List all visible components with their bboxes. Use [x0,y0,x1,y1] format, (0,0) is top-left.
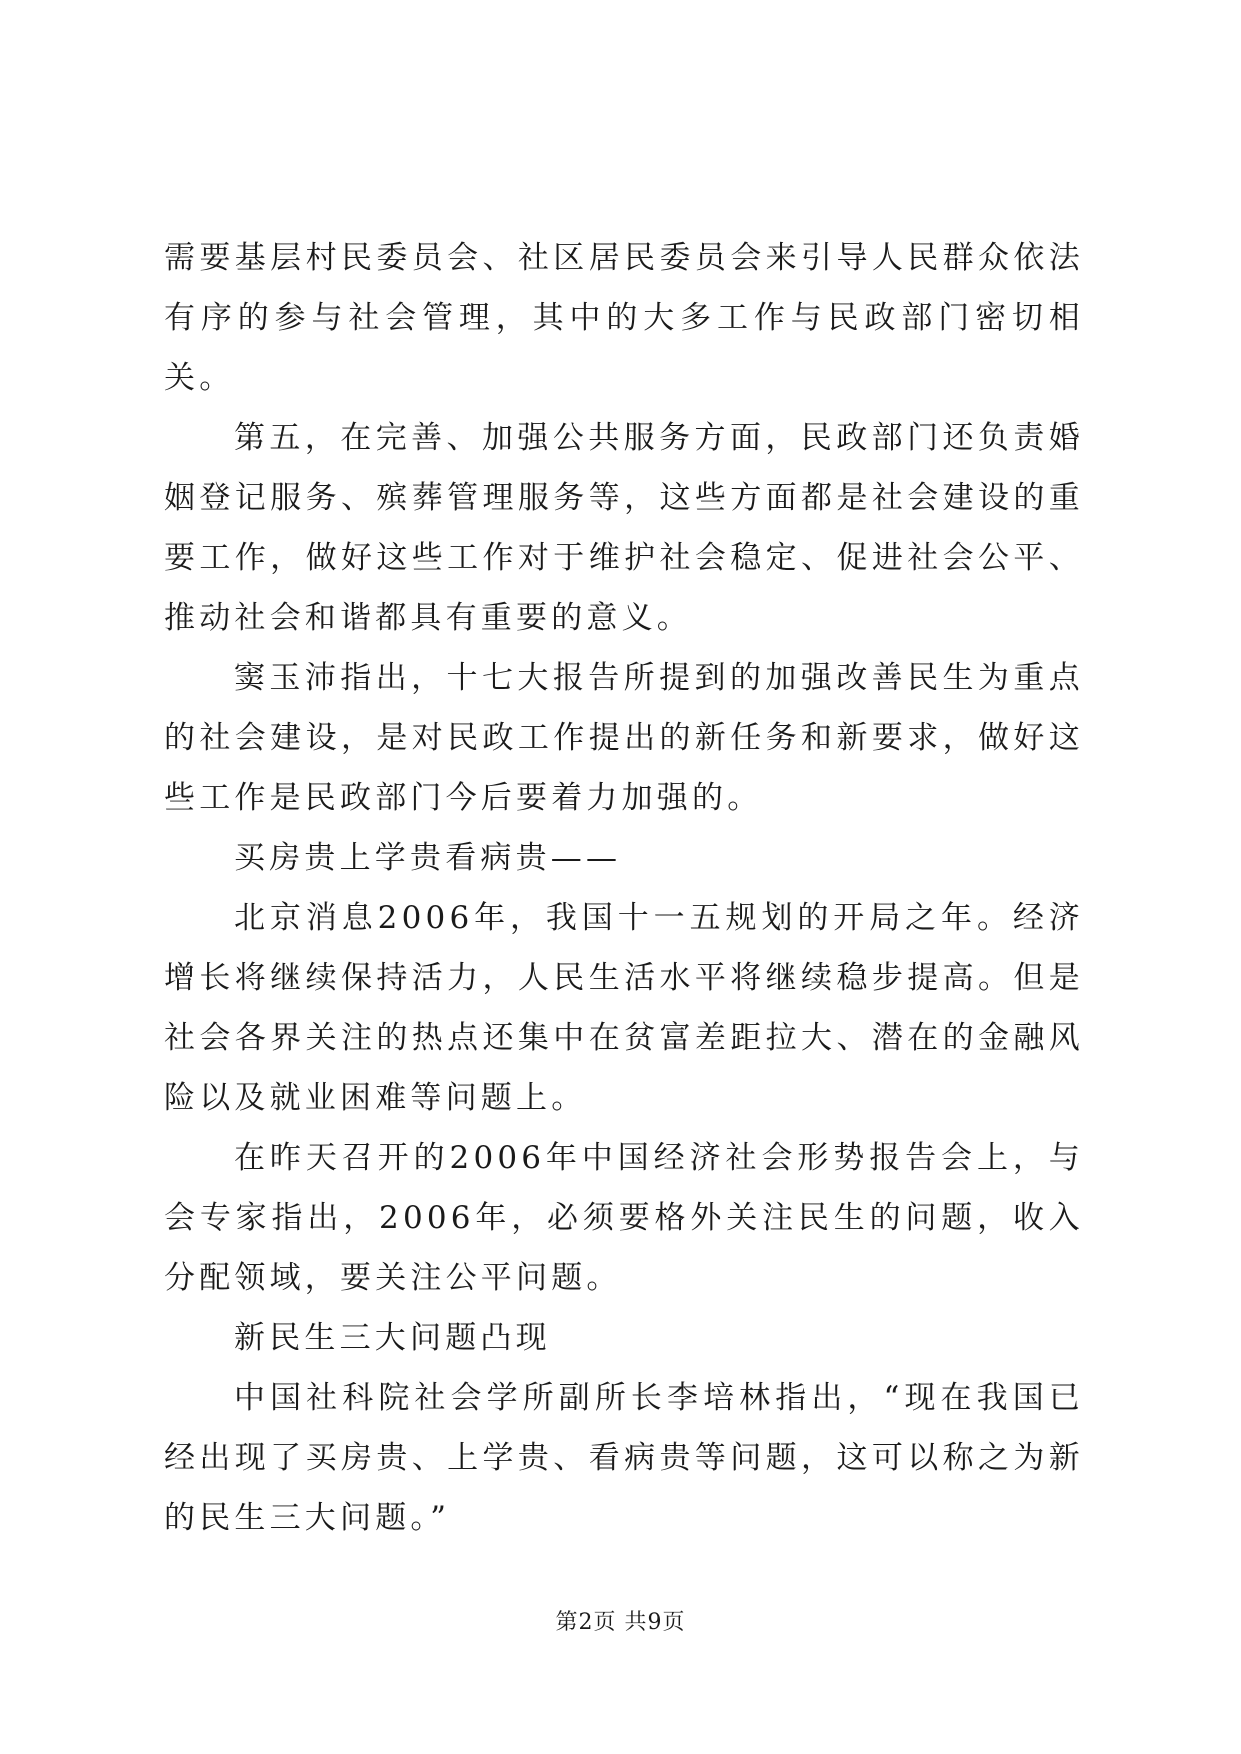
document-body [164,228,1084,1548]
paragraph-6: 中国社科院社会学所副所长李培林指出，“现在我国已经出现了买房贵、上学贵、看病贵等问题，这可以称之为新的民生三大问题。” [164,1380,1084,1536]
section-heading-1: 买房贵上学贵看病贵—— [234,840,622,876]
paragraph-5: 在昨天召开的2006年中国经济社会形势报告会上，与会专家指出，2006年，必须要格外关注民生的问题，收入分配领域，要关注公平问题。 [164,1140,1084,1296]
paragraph-2: 第五，在完善、加强公共服务方面，民政部门还负责婚姻登记服务、殡葬管理服务等，这些方面都是社会建设的重要工作，做好这些工作对于维护社会稳定、促进社会公平、推动社会和谐都具有重要的意义。 [164,420,1084,636]
page-number-footer: 第2页 共9页 [555,1610,686,1635]
section-heading-2: 新民生三大问题凸现 [234,1320,551,1356]
paragraph-4: 北京消息2006年，我国十一五规划的开局之年。经济增长将继续保持活力，人民生活水平将继续稳步提高。但是社会各界关注的热点还集中在贫富差距拉大、潜在的金融风险以及就业困难等问题上。 [164,900,1084,1116]
paragraph-3: 窦玉沛指出，十七大报告所提到的加强改善民生为重点的社会建设，是对民政工作提出的新任务和新要求，做好这些工作是民政部门今后要着力加强的。 [164,660,1084,816]
paragraph-1: 需要基层村民委员会、社区居民委员会来引导人民群众依法有序的参与社会管理，其中的大多工作与民政部门密切相关。 [164,240,1084,396]
